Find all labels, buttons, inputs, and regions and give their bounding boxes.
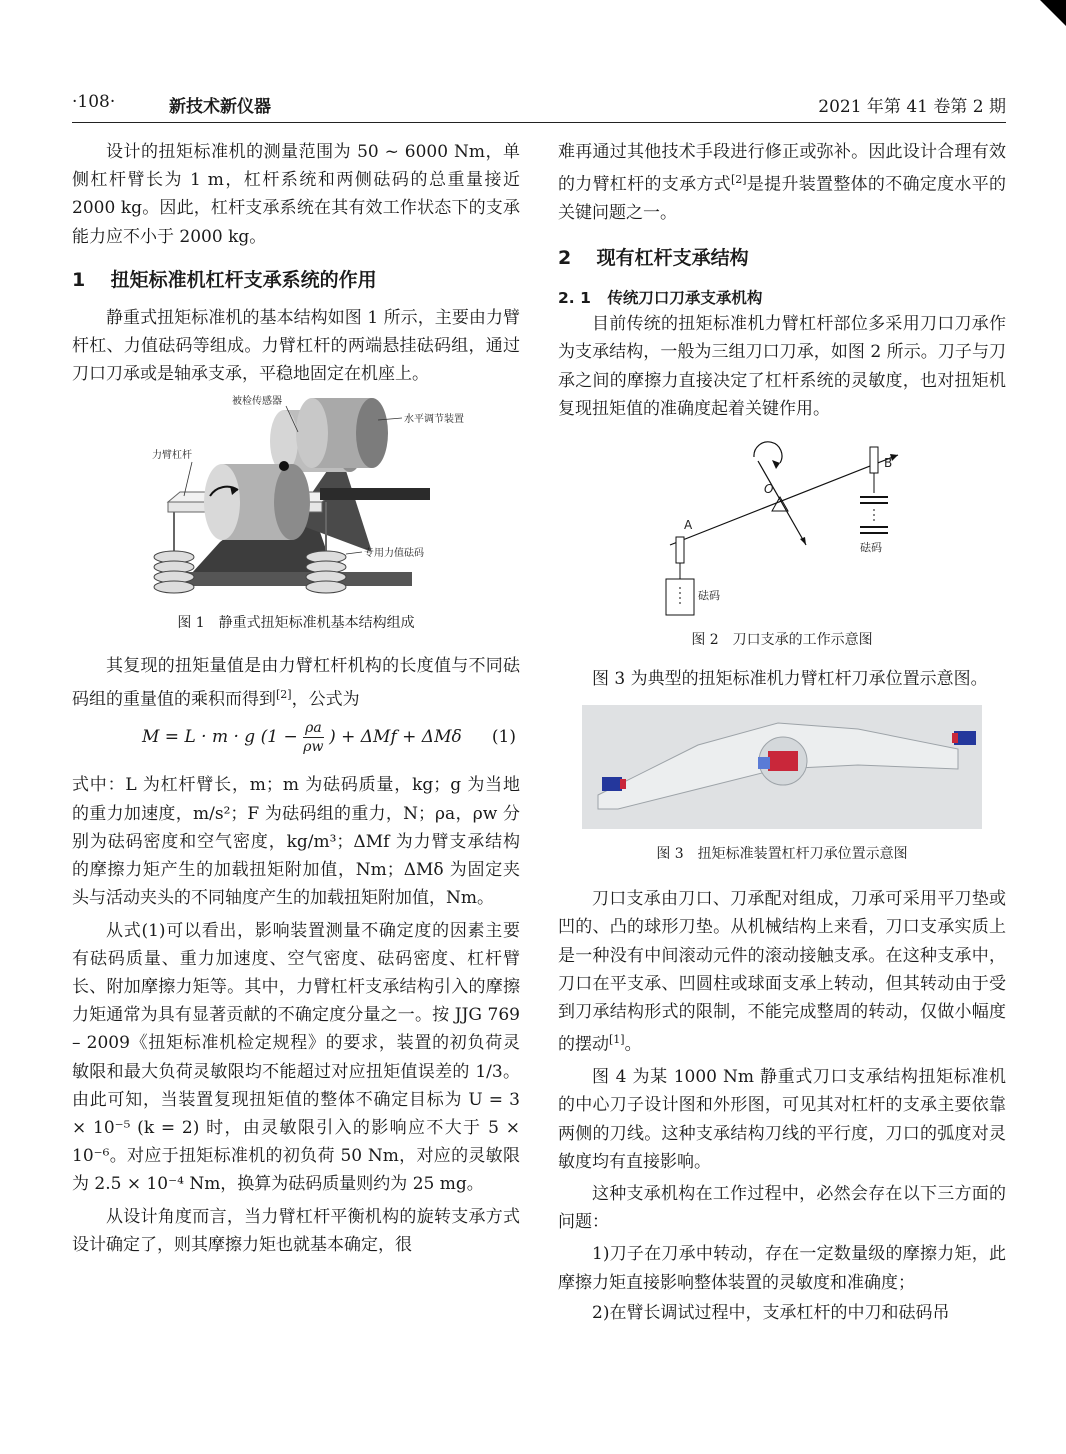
section-1-paragraph: 静重式扭矩标准机的基本结构如图 1 所示，主要由力臂杆杠、力值砝码等组成。力臂杠杆的两端悬挂砝码组，通过刀口刀承或是轴承支承，平稳地固定在机座上。 [72, 307, 520, 385]
label-a: A [684, 518, 693, 533]
eq-lhs: M = L · m · g [142, 727, 256, 748]
figure-2-caption: 图 2 刀口支承的工作示意图 [691, 632, 873, 649]
base-plate [182, 572, 412, 586]
header-rule [72, 122, 1006, 123]
intro-paragraph: 设计的扭矩标准机的测量范围为 50 ~ 6000 Nm，单侧杠杆臂长为 1 m，杠杆系统和两侧砝码的总重量接近 2000 kg。因此，杠杆支承系统在其有效工作状态下的支承能力应不小于 2000 kg。 [72, 142, 520, 247]
figure-3-intro: 图 3 为典型的扭矩标准机力臂杠杆刀承位置示意图。 [592, 669, 988, 690]
problem-item-1: 1)刀子在刀承中转动，存在一定数量级的摩擦力矩，此摩擦力矩直接影响整体装置的灵敏度和准确度； [558, 1244, 1006, 1293]
center-knife-block [768, 751, 798, 771]
weight-stack-b [860, 497, 888, 533]
formula-intro-tail: ，公式为 [291, 689, 360, 710]
eq-fraction [303, 719, 324, 756]
equation-number: (1) [491, 727, 516, 748]
lever-cylinder-front [204, 464, 310, 540]
label-weights: 专用力值砝码 [364, 548, 424, 560]
shaft-coupling [279, 461, 289, 471]
knife-support-paragraph [558, 885, 1006, 1059]
label-weight-a: 砝码 [698, 589, 720, 603]
left-column [72, 138, 520, 1259]
figure-3 [558, 705, 1006, 881]
section-title: 现有杠杆支承结构 [596, 247, 749, 270]
continued-tail: 是提升装置整体的不确定度水平的关键问题之一。 [558, 174, 1007, 224]
figure-4-paragraph: 图 4 为某 1000 Nm 静重式刀口支承结构扭矩标准机的中心刀子设计图和外形图，可见其对杠杆的支承主要依靠两侧的刀线。这种支承结构刀线的平行度，刀口的弧度对灵敏度均有直接影响。 [558, 1067, 1006, 1172]
figure-3-caption: 图 3 扭矩标准装置杠杆刀承位置示意图 [656, 846, 908, 863]
figure-1 [72, 392, 520, 640]
hanger-a [676, 537, 684, 563]
subsection-number: 2. 1 [558, 289, 591, 308]
figure-3-render [558, 705, 1006, 829]
section-number: 2 [558, 247, 572, 270]
citation-2-right[interactable]: [2] [730, 173, 747, 187]
figure-2-diagram [558, 427, 1006, 623]
figure-1-diagram [72, 392, 520, 604]
page-corner-mark [1040, 0, 1066, 26]
equation-1 [72, 713, 520, 771]
continued-text: 难再通过其他技术手段进行修正或弥补。因此设计合理有效的力臂杠杆的支承方式 [558, 142, 1006, 195]
lever-bar-right [320, 488, 430, 500]
label-o: O [764, 482, 774, 497]
journal-issue: 2021 年第 41 卷第 2 期 [818, 97, 1006, 117]
lever-line [670, 455, 898, 545]
section-1-heading [72, 265, 520, 292]
section-title: 扭矩标准机杠杆支承系统的作用 [110, 268, 377, 291]
problem-item-2: 2)在臂长调试过程中，支承杠杆的中刀和砝码吊 [592, 1302, 950, 1323]
formula-intro-paragraph [72, 652, 520, 713]
knife-support-tail: 。 [624, 1034, 642, 1055]
knife-edge-paragraph: 目前传统的扭矩标准机力臂杠杆部位多采用刀口刀承作为支承结构，一般为三组刀口刀承，如图 2 所示。刀子与刀承之间的摩擦力直接决定了杠杆系统的灵敏度，也对扭矩机复现扭矩值的准确度起着关键作用。 [558, 314, 1006, 419]
eq-post: ) + ΔMf + ΔMδ [329, 727, 462, 748]
design-paragraph: 从设计角度而言，当力臂杠杆平衡机构的旋转支承方式设计确定了，则其摩擦力矩也就基本确定，很 [72, 1206, 520, 1255]
hanger-b [870, 447, 878, 473]
variable-definitions: 式中：L 为杠杆臂长，m；m 为砝码质量，kg；g 为当地的重力加速度，m/s²；F 为砝码组的重力，N；ρa，ρw 分别为砝码密度和空气密度，kg/m³；ΔMf 为力臂支承结构的摩擦力矩产生的加载扭矩附加值，Nm；ΔMδ 为固定夹头与活动夹头的不同轴度产生的加载扭矩附加值，Nm。 [72, 775, 520, 909]
label-level-device: 水平调节装置 [404, 414, 464, 426]
uncertainty-paragraph: 从式(1)可以看出，影响装置测量不确定度的因素主要有砝码质量、重力加速度、空气密度、砝码密度、杠杆臂长、附加摩擦力矩等。其中，力臂杠杆支承结构引入的摩擦力矩通常为具有显著贡献的不确定度分量之一。按 JJG 769 – 2009《扭矩标准机检定规程》的要求，装置的初负荷灵敏限和最大负荷灵敏限均不能超过对应扭矩值误差的 1/3。由此可知，当装置复现扭矩值的整体不确定目标为 U = 3 × 10⁻⁵ (k = 2) 时，由灵敏限引入的影响应不大于 5 × 10⁻⁶。对应于扭矩标准机的初负荷 50 Nm，对应的灵敏限为 2.5 × 10⁻⁴ Nm，换算为砝码质量则约为 25 mg。 [72, 920, 520, 1195]
rotation-arc [754, 442, 782, 463]
citation-2[interactable]: [2] [276, 687, 292, 701]
left-knife-block [602, 777, 622, 791]
knife-support-text: 刀口支承由刀口、刀承配对组成，刀承可采用平刀垫或凹的、凸的球形刀垫。从机械结构上来看，刀口支承实质上是一种没有中间滚动元件的滚动接触支承。在这种支承中，刀口在平支承、凹圆柱或球面支承上转动，但其转动由于受到刀承结构形式的限制，不能完成整周的转动，仅做小幅度的摆动 [558, 889, 1006, 1055]
figure-2 [558, 427, 1006, 655]
label-b: B [884, 456, 893, 471]
eq-frac-num: ρa [305, 720, 322, 737]
section-2-1-heading [558, 286, 1006, 308]
figure-1-caption: 图 1 静重式扭矩标准机基本结构组成 [177, 615, 415, 632]
section-2-heading [558, 243, 1006, 270]
page-header [72, 92, 1006, 118]
level-device-cylinder [296, 398, 388, 468]
continued-paragraph [558, 138, 1006, 227]
citation-1[interactable]: [1] [609, 1033, 625, 1047]
journal-section-title: 新技术新仪器 [169, 97, 271, 117]
label-lever: 力臂杠杆 [152, 450, 192, 462]
eq-pre: (1 − [260, 727, 298, 748]
eq-frac-den: ρw [303, 739, 324, 756]
label-weight-b: 砝码 [860, 541, 882, 555]
right-column [558, 138, 1006, 1327]
formula-intro-text: 其复现的扭矩量值是由力臂杠杆机构的长度值与不同砝码组的重量值的乘积而得到 [72, 656, 520, 710]
force-line [758, 461, 806, 545]
subsection-title: 传统刀口刀承支承机构 [607, 289, 763, 308]
problems-intro: 这种支承机构在工作过程中，必然会存在以下三方面的问题： [558, 1183, 1006, 1233]
page-number: ·108· [72, 92, 116, 112]
section-number: 1 [72, 268, 86, 291]
label-sensor: 被检传感器 [232, 396, 282, 408]
